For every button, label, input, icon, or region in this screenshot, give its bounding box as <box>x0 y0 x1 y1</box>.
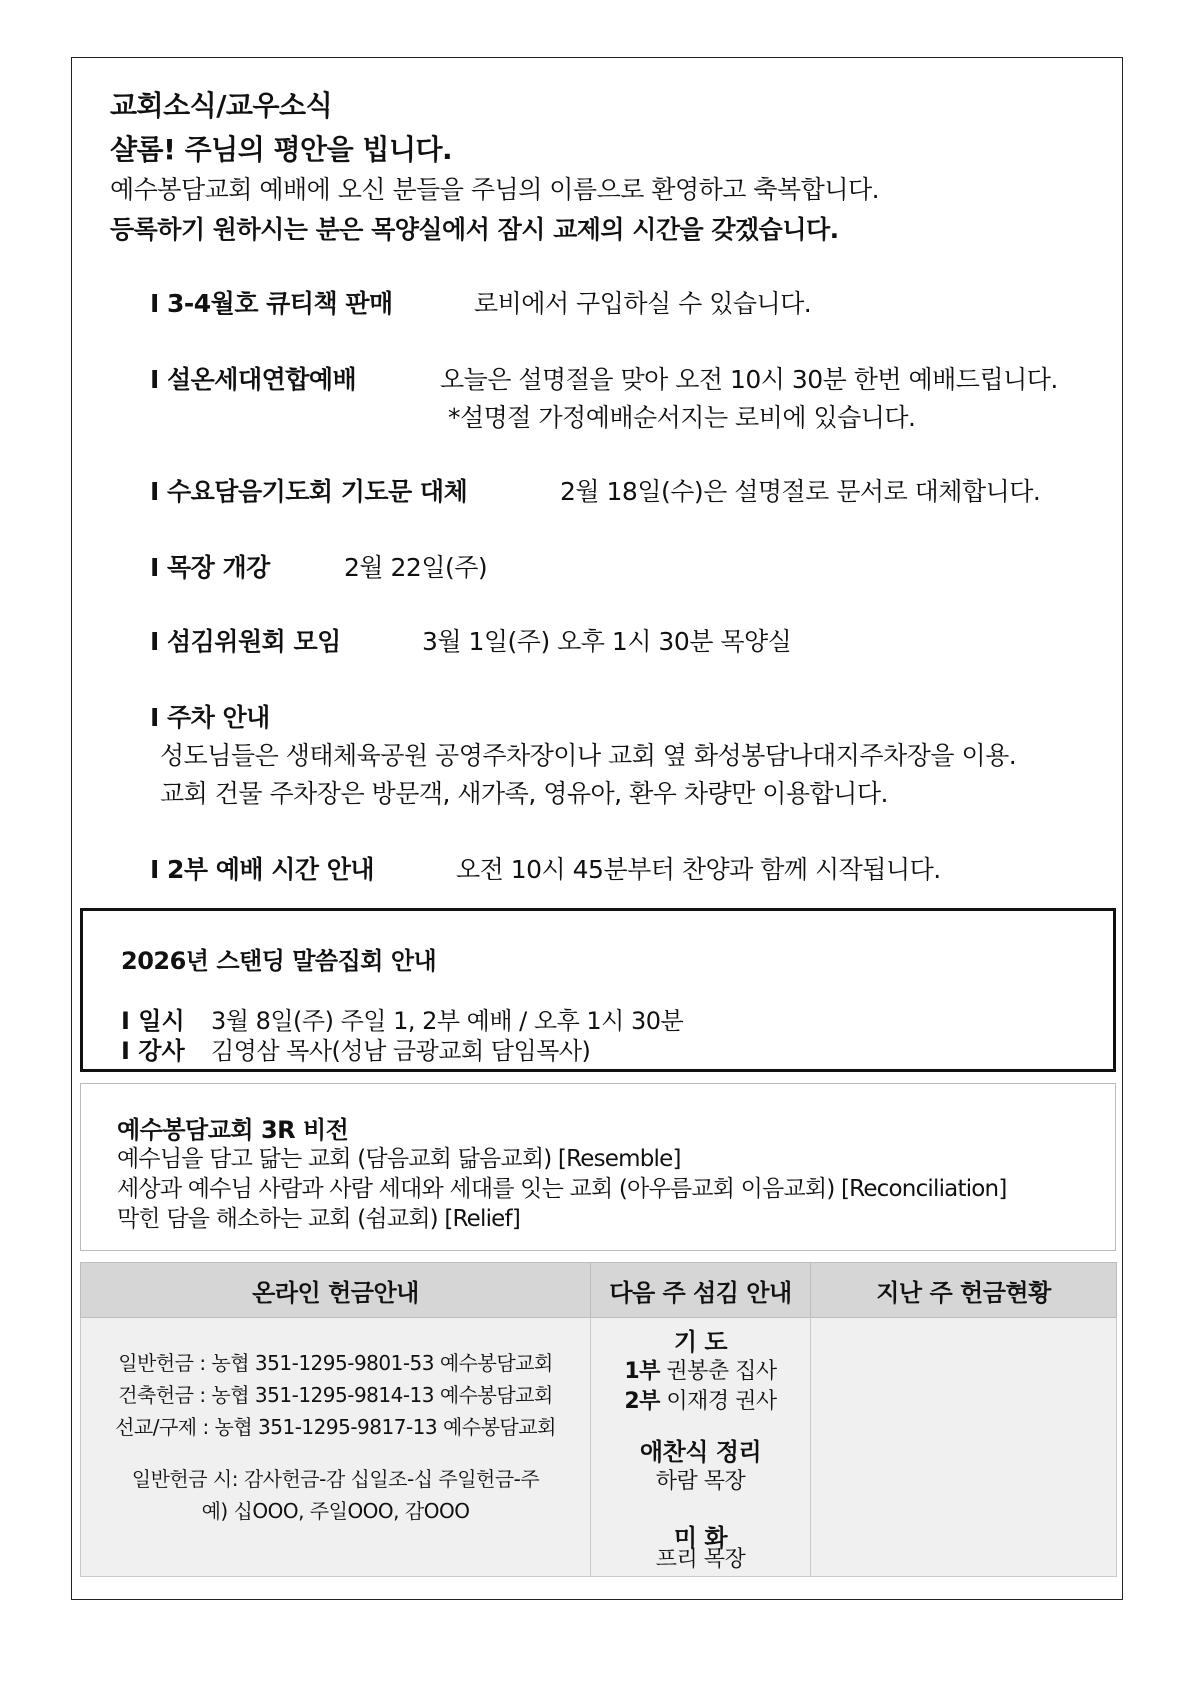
vision-line: 막힌 담을 해소하는 교회 (쉼교회) [Relief] <box>117 1206 521 1232</box>
column-header: 다음 주 섬김 안내 <box>591 1263 811 1318</box>
notice-title: I 목장 개강 <box>150 553 270 582</box>
love-feast-title: 애찬식 정리 <box>639 1438 762 1466</box>
vision-box <box>80 1083 1116 1251</box>
notice-text: 성도님들은 생태체육공원 공영주차장이나 교회 옆 화성봉담나대지주차장을 이용. <box>160 741 1017 770</box>
notice-text: 2월 18일(수)은 설명절로 문서로 대체합니다. <box>560 477 1041 506</box>
account-line: 선교/구제 : 농협 351-1295-9817-13 예수봉담교회 <box>115 1415 556 1439</box>
service-1-label: 1부 <box>624 1359 660 1384</box>
section-title: 교회소식/교우소식 <box>110 89 333 122</box>
table-header-row <box>81 1263 1117 1318</box>
notice-text: 3월 1일(주) 오후 1시 30분 목양실 <box>422 627 792 656</box>
notice-title: I 3-4월호 큐티책 판매 <box>150 289 393 318</box>
account-line: 일반헌금 : 농협 351-1295-9801-53 예수봉담교회 <box>118 1351 553 1375</box>
notice-title: I 설온세대연합예배 <box>150 365 357 394</box>
service-2-label: 2부 <box>624 1389 660 1414</box>
greeting: 샬롬! 주님의 평안을 빕니다. <box>110 133 453 166</box>
decor-title: 미 화 <box>673 1524 728 1552</box>
speaker-label: I 강사 <box>121 1037 185 1065</box>
notice-text: *설명절 가정예배순서지는 로비에 있습니다. <box>448 403 916 432</box>
offering-table <box>80 1262 1117 1577</box>
service-1-name: 권봉춘 집사 <box>666 1359 777 1384</box>
vision-line: 세상과 예수님 사람과 사람 세대와 세대를 잇는 교회 (아우름교회 이음교회) [Reconciliation] <box>117 1176 1007 1202</box>
column-header: 온라인 헌금안내 <box>81 1263 591 1318</box>
offering-note: 일반헌금 시: 감사헌금-감 십일조-십 주일헌금-주 <box>131 1467 540 1491</box>
notice-title: I 주차 안내 <box>150 703 270 732</box>
table-row <box>81 1318 1117 1577</box>
notice-text: 오전 10시 45분부터 찬양과 함께 시작됩니다. <box>456 855 941 884</box>
notice-title: I 2부 예배 시간 안내 <box>150 855 375 884</box>
offering-note: 예) 십OOO, 주일OOO, 감OOO <box>201 1499 470 1523</box>
vision-title: 예수봉담교회 3R 비전 <box>117 1116 349 1144</box>
notice-text: 오늘은 설명절을 맞아 오전 10시 30분 한번 예배드립니다. <box>440 365 1058 394</box>
last-week-offering-cell <box>811 1318 1117 1577</box>
register-text: 등록하기 원하시는 분은 목양실에서 잠시 교제의 시간을 갖겠습니다. <box>110 215 839 244</box>
notice-text: 교회 건물 주차장은 방문객, 새가족, 영유아, 환우 차량만 이용합니다. <box>160 779 888 808</box>
notice-title: I 수요담음기도회 기도문 대체 <box>150 477 468 506</box>
speaker-value: 김영삼 목사(성남 금광교회 담임목사) <box>211 1037 591 1065</box>
date-label: I 일시 <box>121 1007 185 1035</box>
notice-text: 로비에서 구입하실 수 있습니다. <box>474 289 812 318</box>
account-line: 건축헌금 : 농협 351-1295-9814-13 예수봉담교회 <box>118 1383 553 1407</box>
date-value: 3월 8일(주) 주일 1, 2부 예배 / 오후 1시 30분 <box>211 1007 684 1035</box>
decor-name: 프리 목장 <box>655 1547 746 1572</box>
love-feast-name: 하람 목장 <box>655 1469 746 1494</box>
notice-title: I 섬김위원회 모임 <box>150 627 341 656</box>
standing-meeting-box <box>80 908 1116 1072</box>
online-offering-cell <box>81 1318 591 1577</box>
column-header: 지난 주 헌금현황 <box>811 1263 1117 1318</box>
prayer-title: 기 도 <box>673 1328 728 1356</box>
notice-text: 2월 22일(주) <box>344 553 488 582</box>
serving-cell <box>591 1318 811 1577</box>
welcome-text: 예수봉담교회 예배에 오신 분들을 주님의 이름으로 환영하고 축복합니다. <box>110 175 880 204</box>
standing-title: 2026년 스탠딩 말씀집회 안내 <box>121 947 437 975</box>
vision-line: 예수님을 담고 닮는 교회 (담음교회 닮음교회) [Resemble] <box>117 1146 681 1172</box>
service-2-name: 이재경 권사 <box>666 1389 777 1414</box>
